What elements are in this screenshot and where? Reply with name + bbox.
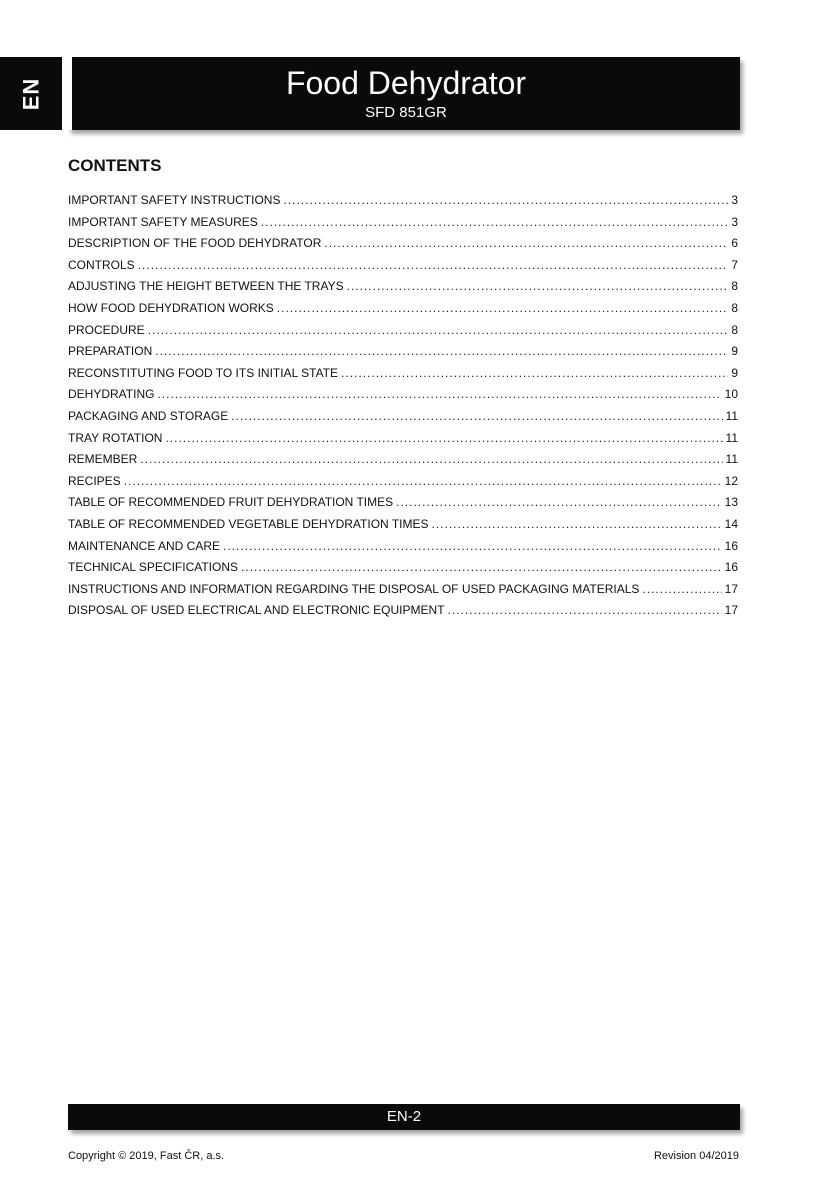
toc-entry-title: IMPORTANT SAFETY INSTRUCTIONS — [68, 193, 281, 207]
toc-entry-page: 8 — [731, 322, 738, 337]
toc-dot-leader — [277, 298, 729, 320]
toc-entry-page: 8 — [731, 279, 738, 294]
toc-entry[interactable] — [68, 190, 738, 212]
toc-dot-leader — [283, 190, 728, 212]
toc-entry[interactable] — [68, 449, 738, 471]
toc-dot-leader — [448, 600, 722, 622]
toc-entry[interactable] — [68, 320, 738, 342]
document-header — [68, 57, 740, 130]
toc-dot-leader — [157, 384, 721, 406]
toc-entry-page: 16 — [724, 538, 738, 553]
toc-entry[interactable] — [68, 406, 738, 428]
toc-entry[interactable] — [68, 298, 738, 320]
toc-dot-leader — [347, 276, 729, 298]
toc-dot-leader — [341, 363, 728, 385]
toc-entry-title: PACKAGING AND STORAGE — [68, 408, 229, 423]
toc-entry-title: DEHYDRATING — [68, 387, 155, 402]
toc-dot-leader — [231, 406, 722, 428]
toc-entry-title: TABLE OF RECOMMENDED VEGETABLE DEHYDRATION TIMES — [68, 516, 429, 531]
toc-entry[interactable] — [68, 600, 738, 622]
toc-entry[interactable] — [68, 536, 738, 558]
toc-entry-page: 9 — [731, 365, 738, 380]
toc-entry[interactable] — [68, 233, 738, 255]
toc-entry-page: 13 — [724, 495, 738, 510]
toc-entry[interactable] — [68, 557, 738, 579]
toc-entry[interactable] — [68, 255, 738, 277]
toc-entry-page: 11 — [725, 452, 738, 467]
toc-dot-leader — [261, 212, 728, 234]
toc-entry-title: DESCRIPTION OF THE FOOD DEHYDRATOR — [68, 236, 322, 251]
toc-dot-leader — [124, 471, 722, 493]
toc-entry-title: ADJUSTING THE HEIGHT BETWEEN THE TRAYS — [68, 279, 344, 294]
toc-entry-title: TABLE OF RECOMMENDED FRUIT DEHYDRATION TIMES — [68, 495, 394, 510]
toc-entry-page: 14 — [724, 516, 738, 531]
language-tab — [0, 57, 62, 130]
toc-dot-leader — [642, 579, 721, 601]
toc-entry[interactable] — [68, 212, 738, 234]
toc-entry-title: CONTROLS — [68, 257, 135, 272]
toc-dot-leader — [223, 536, 722, 558]
toc-entry[interactable] — [68, 428, 738, 450]
toc-entry-title: RECONSTITUTING FOOD TO ITS INITIAL STATE — [68, 365, 339, 380]
toc-entry-title: HOW FOOD DEHYDRATION WORKS — [68, 300, 274, 315]
toc-dot-leader — [140, 449, 722, 471]
toc-entry-title: RECIPES — [68, 473, 121, 488]
page-number: EN-2 — [386, 1108, 422, 1125]
toc-dot-leader — [324, 233, 728, 255]
toc-entry-page: 3 — [731, 214, 738, 229]
toc-entry-page: 6 — [731, 236, 738, 251]
toc-entry-page: 16 — [724, 560, 738, 575]
toc-entry-page: 7 — [731, 257, 738, 272]
toc-dot-leader — [432, 514, 722, 536]
toc-dot-leader — [241, 557, 722, 579]
toc-entry[interactable] — [68, 579, 738, 601]
toc-entry-title: REMEMBER — [68, 452, 138, 467]
toc-entry-page: 3 — [731, 193, 738, 207]
toc-entry-page: 17 — [724, 603, 738, 618]
toc-entry[interactable] — [68, 492, 738, 514]
table-of-contents — [68, 190, 738, 622]
toc-entry[interactable] — [68, 363, 738, 385]
toc-entry-page: 11 — [725, 430, 738, 445]
toc-entry-title: PREPARATION — [68, 344, 153, 359]
toc-entry-page: 12 — [724, 473, 738, 488]
toc-dot-leader — [396, 492, 722, 514]
toc-entry-page: 17 — [724, 581, 738, 596]
copyright-notice: Copyright © 2019, Fast ČR, a.s. — [68, 1150, 225, 1162]
toc-dot-leader — [138, 255, 729, 277]
toc-entry-title: TECHNICAL SPECIFICATIONS — [68, 560, 239, 575]
toc-entry[interactable] — [68, 384, 738, 406]
toc-entry-page: 8 — [731, 300, 738, 315]
toc-entry-page: 10 — [724, 387, 738, 402]
toc-entry-title: TRAY ROTATION — [68, 430, 163, 445]
toc-entry-title: DISPOSAL OF USED ELECTRICAL AND ELECTRONIC EQUIPMENT — [68, 603, 445, 618]
language-label: EN — [18, 77, 43, 110]
document-title: Food Dehydrator — [285, 65, 527, 101]
toc-entry[interactable] — [68, 471, 738, 493]
toc-entry-title: PROCEDURE — [68, 322, 145, 337]
toc-entry[interactable] — [68, 514, 738, 536]
toc-entry-page: 11 — [725, 408, 738, 423]
toc-entry-title: IMPORTANT SAFETY MEASURES — [68, 214, 258, 229]
toc-entry-title: MAINTENANCE AND CARE — [68, 538, 221, 553]
toc-dot-leader — [148, 320, 729, 342]
toc-entry-page: 9 — [731, 344, 738, 359]
page-number-bar — [68, 1104, 740, 1130]
toc-dot-leader — [155, 341, 728, 363]
revision-label: Revision 04/2019 — [653, 1150, 739, 1162]
toc-entry[interactable] — [68, 341, 738, 363]
toc-entry-title: INSTRUCTIONS AND INFORMATION REGARDING THE DISPOSAL OF USED PACKAGING MATERIALS — [68, 581, 640, 596]
model-number: SFD 851GR — [365, 104, 447, 121]
toc-dot-leader — [165, 428, 722, 450]
toc-entry[interactable] — [68, 276, 738, 298]
contents-heading: CONTENTS — [68, 156, 162, 175]
